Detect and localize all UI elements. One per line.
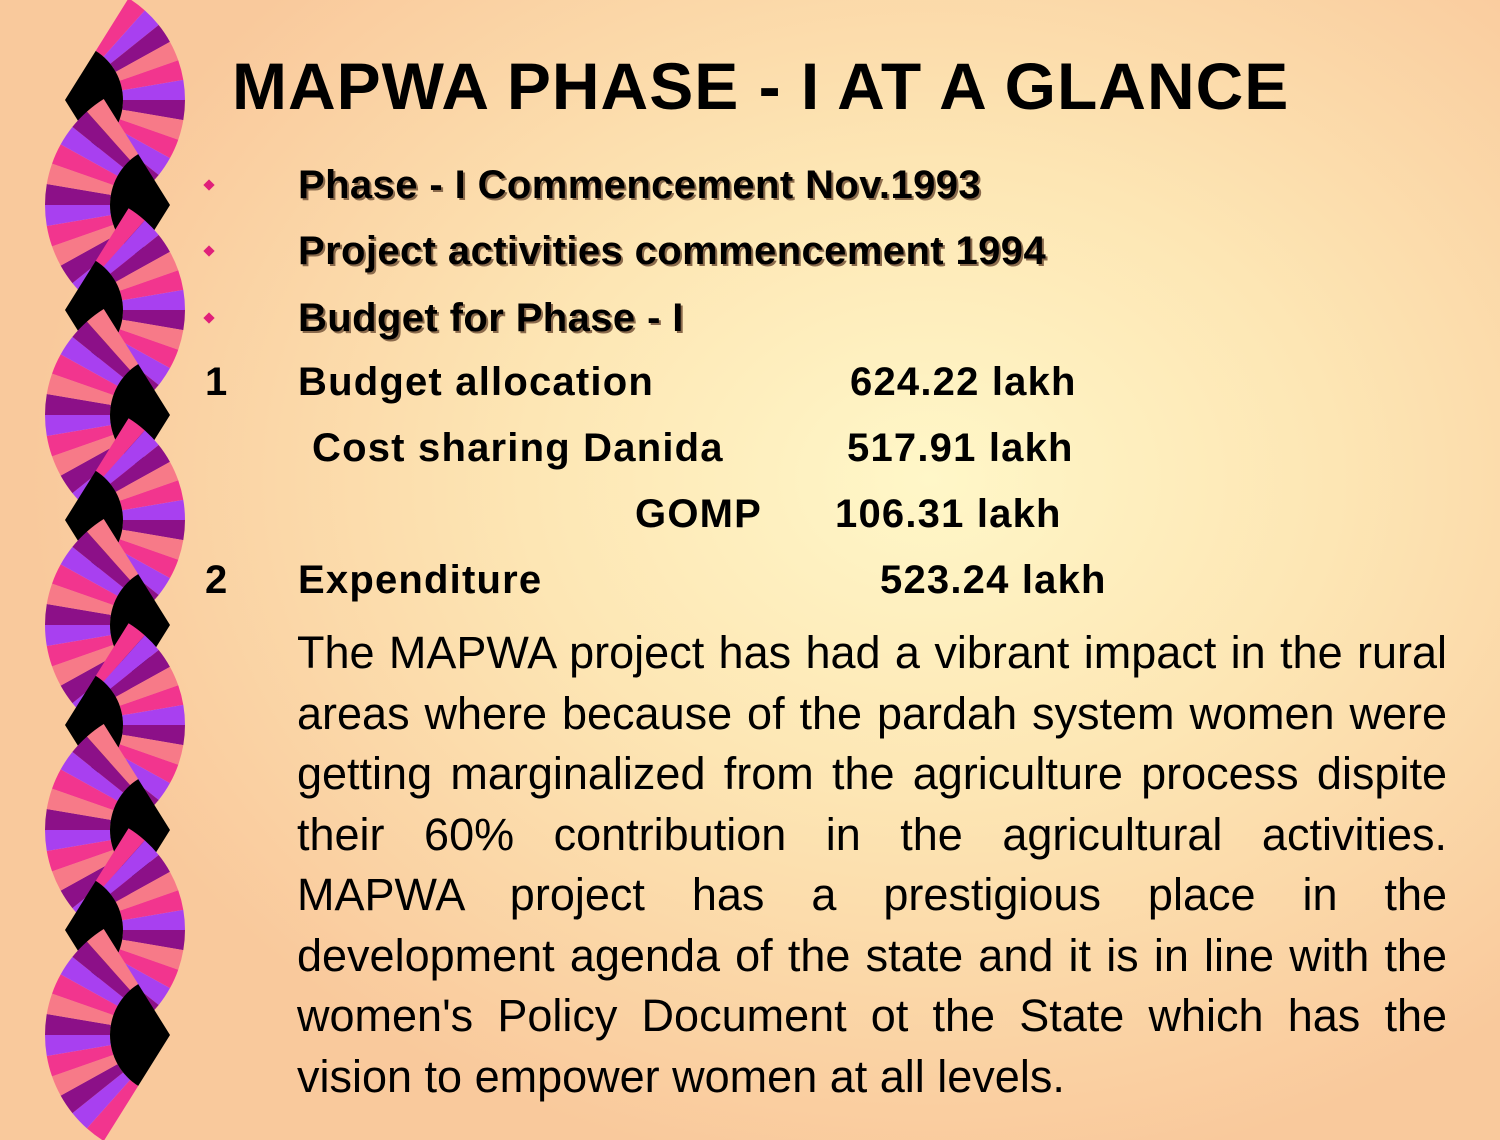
bullet-text: Project activities commencement 1994 [298,229,1047,273]
expenditure-value: 523.24 lakh [880,558,1107,602]
bullet-text: Budget for Phase - I [298,296,684,340]
diamond-bullet-icon [203,179,214,190]
slide-title: MAPWA PHASE - I AT A GLANCE [232,49,1290,123]
danida-value: 517.91 lakh [847,426,1074,470]
item-number: 2 [205,558,228,602]
decorative-fan-border [0,0,200,1140]
budget-allocation-value: 624.22 lakh [850,360,1077,404]
gomp-value: 106.31 lakh [835,492,1062,536]
budget-allocation-label: Budget allocation [298,360,654,404]
gomp-label: GOMP [635,492,763,536]
bullet-text: Phase - I Commencement Nov.1993 [298,163,982,207]
expenditure-label: Expenditure [298,558,543,602]
cost-sharing-label: Cost sharing Danida [312,426,724,470]
item-number: 1 [205,360,228,404]
description-paragraph: The MAPWA project has had a vibrant impact in the rural areas where because of the pardah system women were getting marginalized from the agriculture process dispite their 60% contribution in the agricultural activities. MAPWA project has a prestigious place in the development agenda of the state and it is in line with the women's Policy Document ot the State which has the vision to empower women at all levels. [297,627,1447,1102]
diamond-bullet-icon [203,245,214,256]
diamond-bullet-icon [203,312,214,323]
